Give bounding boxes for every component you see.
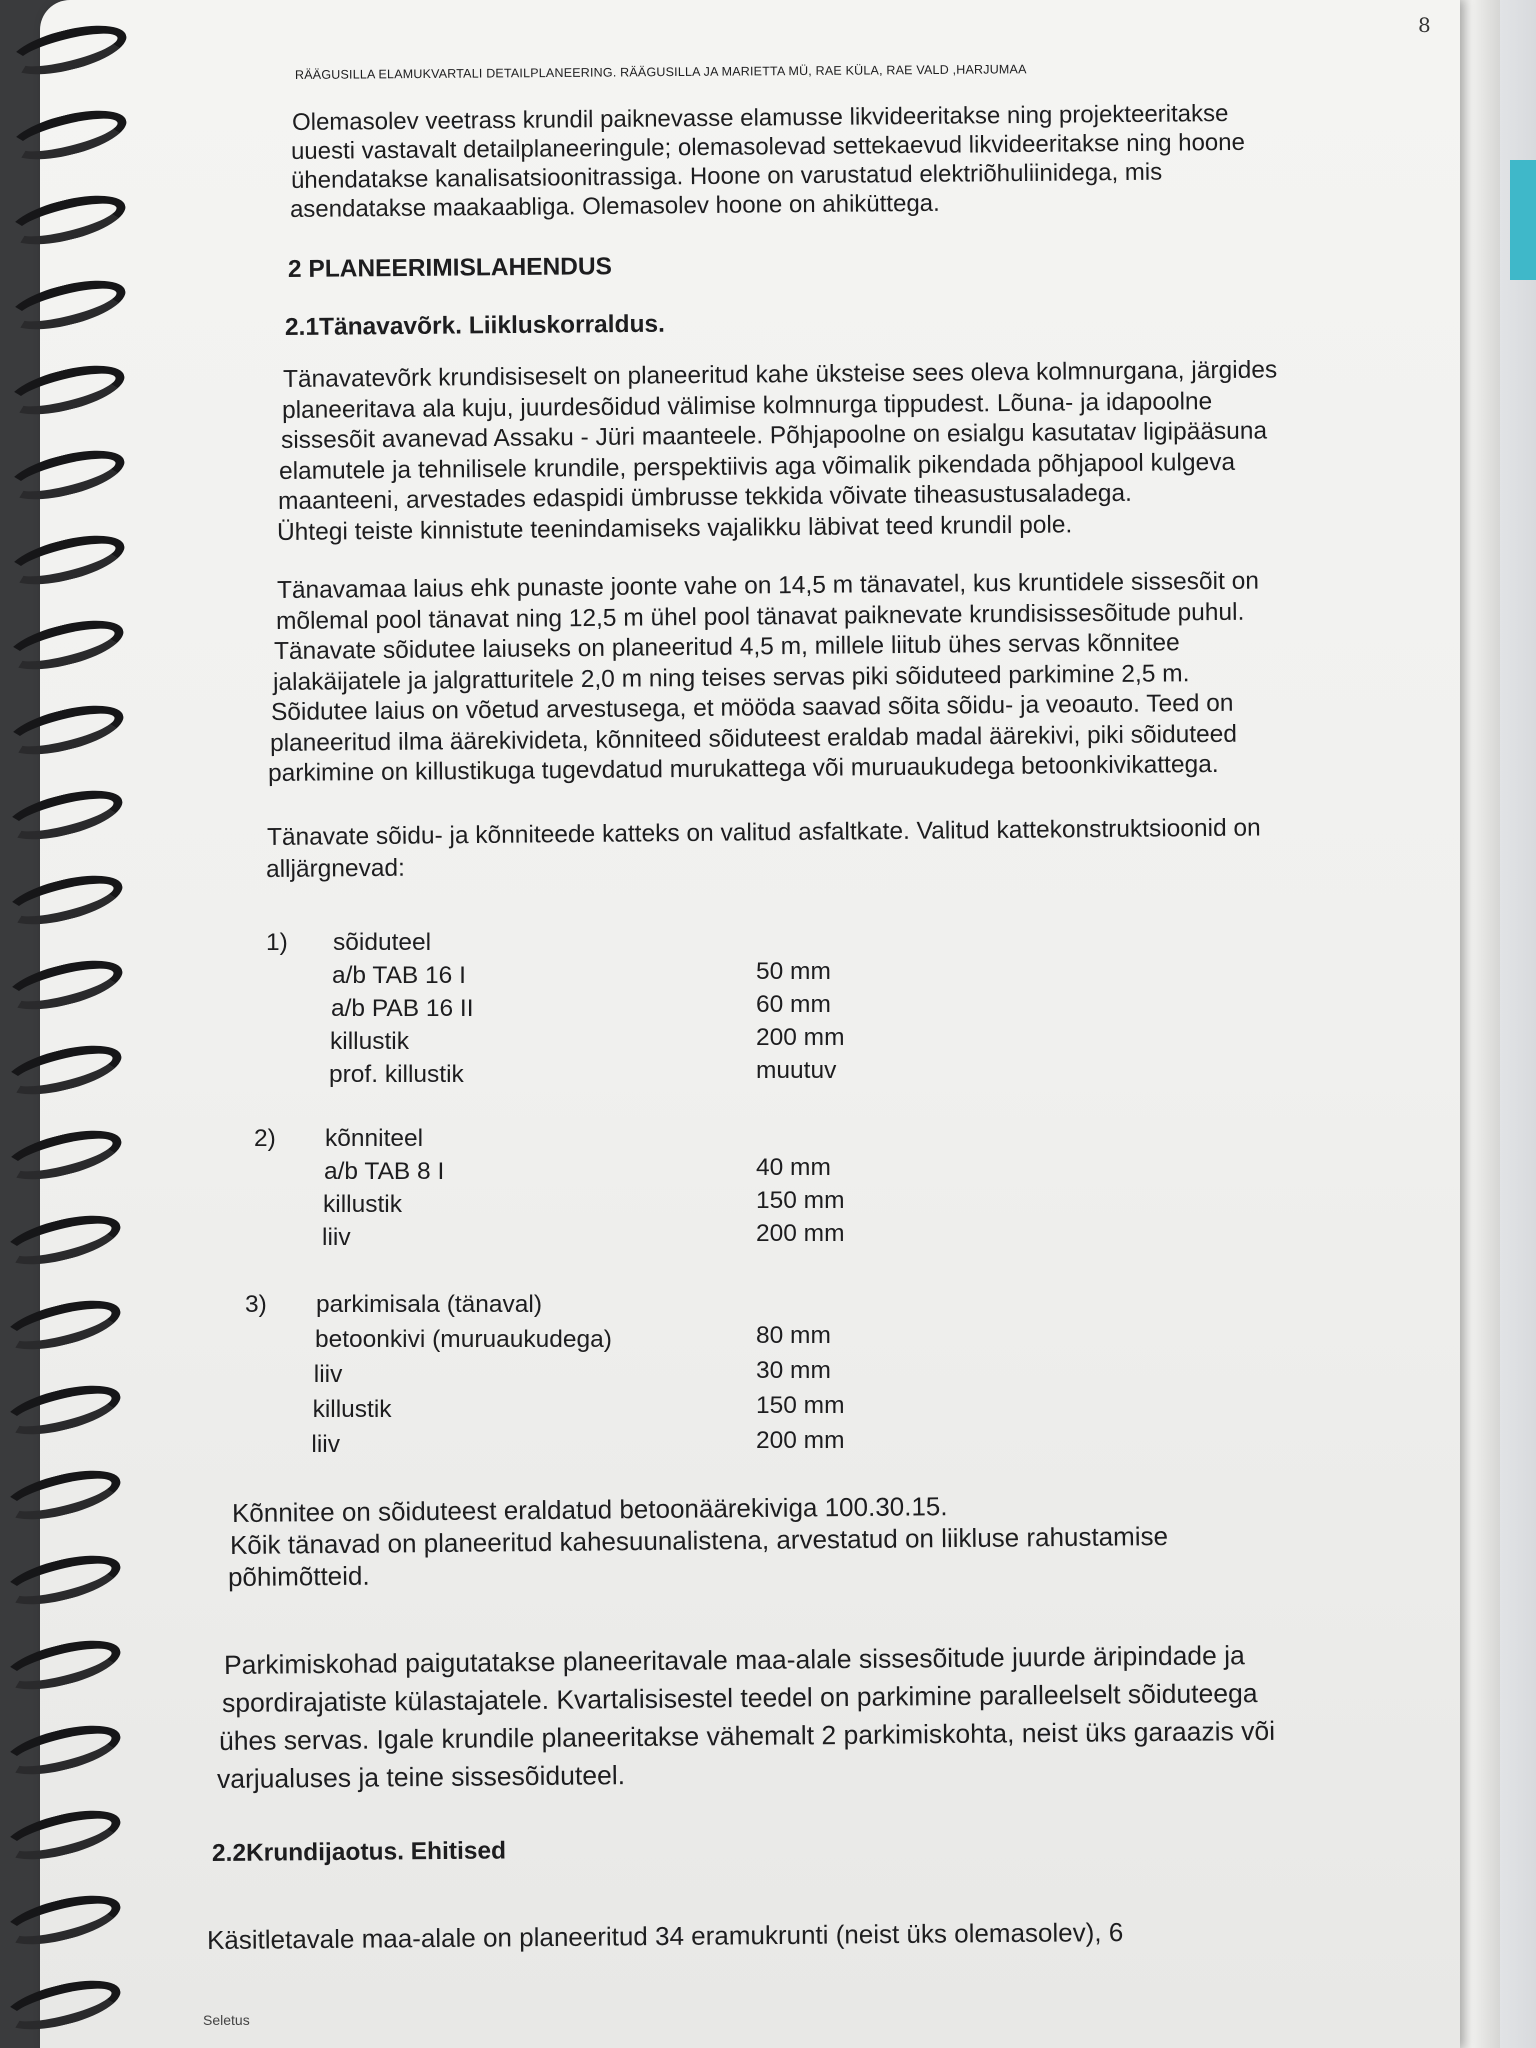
construction-number: 3) (245, 1291, 267, 1318)
parking-line: ühes servas. Igale krundile planeeritakse vähemalt 2 parkimiskohta, neist üks garaazis või (218, 1715, 1276, 1756)
layer-value: muutuv (756, 1057, 837, 1084)
intro-line: Olemasolev veetrass krundil paiknevasse elamusse likvideeritakse ning projekteeritakse (291, 100, 1229, 136)
street-network-line: elamutele ja tehnilisele krundile, perspektiivis aga võimalik pikendada põhjapool kulgeva (279, 448, 1236, 485)
layer-name: liiv (322, 1224, 351, 1251)
layer-value: 200 mm (756, 1024, 845, 1051)
curbs-line: Kõik tänavad on planeeritud kahesuunalistena, arvestatud on liikluse rahustamise (229, 1520, 1169, 1560)
layer-value: 60 mm (756, 991, 831, 1018)
street-width-line: parkimine on killustikuga tugevdatud murukattega või muruaukudega betoonkivikattega. (267, 750, 1219, 787)
street-network-line: planeeritava ala kuju, juurdesõidud välimise kolmnurga tippudest. Lõuna- ja idapoolne (281, 387, 1213, 424)
layer-name: a/b TAB 8 I (324, 1158, 445, 1185)
section-heading-2: 2 PLANEERIMISLAHENDUS (287, 253, 613, 283)
construction-number: 2) (254, 1125, 276, 1152)
construction-number: 1) (266, 929, 288, 956)
construction-title: kõnniteel (325, 1125, 424, 1152)
parking-line: spordirajatiste külastajatele. Kvartalisisestel teedel on parkimine paralleelselt sõiduteega (221, 1678, 1258, 1718)
layer-value: 150 mm (756, 1392, 845, 1419)
layer-name: killustik (330, 1028, 409, 1055)
street-network-line: sissesõit avanevad Assaku - Jüri maanteele. Põhjapoolne on esialgu kasutatav ligipääsuna (280, 417, 1267, 454)
intro-line: asendatakse maakaabliga. Olemasolev hoone on ahiküttega. (290, 189, 941, 223)
layer-name: liiv (313, 1361, 343, 1388)
construction-title: sõiduteel (333, 929, 432, 956)
street-network-line: maanteeni, arvestades edaspidi ümbrusse tekkida võivate tiheasustusaladega. (278, 479, 1133, 515)
street-width-line: mõlemal pool tänavat ning 12,5 m ühel pool tänavat paiknevate krundisissesõitude puhul. (275, 598, 1244, 635)
layer-value: 40 mm (756, 1154, 831, 1181)
surface-line: alljärgnevad: (266, 854, 406, 883)
document-footer: Seletus (203, 2012, 250, 2028)
street-width-line: Tänavate sõidutee laiuseks on planeeritud 4,5 m, millele liitub ühes servas kõnnitee (273, 629, 1180, 665)
layer-name: liiv (311, 1431, 340, 1458)
layer-value: 200 mm (756, 1220, 845, 1247)
intro-line: uuesti vastavalt detailplaneeringule; olemasolevad settekaevud likvideeritakse ning hoone (291, 128, 1246, 165)
paragraph-plots: Käsitletavale maa-alale on planeeritud 34 eramukrunti (neist üks olemasolev), 6 (206, 1917, 1124, 1955)
intro-line: ühendatakse kanalisatsioonitrassiga. Hoone on varustatud elektriõhuliinidega, mis (290, 158, 1163, 194)
street-width-line: planeeritud ilma äärekivideta, kõnniteed sõiduteest eraldab madal äärekivi, piki sõiduteed (269, 720, 1237, 757)
parking-line: varjualuses ja teine sissesõiduteel. (216, 1760, 625, 1794)
layer-name: prof. killustik (329, 1061, 464, 1088)
document-header: RÄÄGUSILLA ELAMUKVARTALI DETAILPLANEERING. RÄÄGUSILLA JA MARIETTA MÜ, RAE KÜLA, RAE VALD ,HARJUMAA (294, 62, 1027, 82)
street-network-line: Ühtegi teiste kinnistute teenindamiseks vajalikku läbivat teed krundil pole. (276, 510, 1073, 546)
curbs-line: põhimõtteid. (227, 1560, 370, 1592)
street-width-line: Tänavamaa laius ehk punaste joonte vahe on 14,5 m tänavatel, kus kruntidele sissesõit on (276, 567, 1260, 604)
curbs-line: Kõnnitee on sõiduteest eraldatud betoonäärekiviga 100.30.15. (231, 1491, 948, 1528)
layer-value: 200 mm (756, 1427, 845, 1454)
construction-title: parkimisala (tänaval) (316, 1291, 543, 1318)
page-number: 8 (1418, 13, 1431, 37)
parking-line: Parkimiskohad paigutatakse planeeritavale maa-alale sissesõitude juurde äripindade ja (223, 1640, 1245, 1680)
layer-value: 150 mm (756, 1187, 845, 1214)
layer-name: betoonkivi (muruaukudega) (315, 1326, 612, 1353)
street-width-line: jalakäijatele ja jalgratturitele 2,0 m ning teises servas piki sõiduteed parkimine 2,5 m. (272, 659, 1190, 696)
layer-name: killustik (323, 1191, 402, 1218)
surface-line: Tänavate sõidu- ja kõnniteede katteks on valitud asfaltkate. Valitud kattekonstruktsioonid on (266, 814, 1261, 851)
section-heading-2-2: 2.2Krundijaotus. Ehitised (211, 1837, 507, 1867)
layer-name: a/b PAB 16 II (331, 995, 474, 1022)
layer-name: a/b TAB 16 I (332, 962, 466, 989)
layer-value: 50 mm (756, 958, 831, 985)
section-heading-2-1: 2.1Tänavavõrk. Liikluskorraldus. (284, 310, 666, 341)
layer-value: 30 mm (756, 1357, 831, 1384)
street-network-line: Tänavatevõrk krundisiseselt on planeeritud kahe üksteise sees oleva kolmnurgana, järgides (282, 356, 1278, 393)
layer-value: 80 mm (756, 1322, 831, 1349)
street-width-line: Sõidutee laius on võetud arvestusega, et mööda saavad sõita sõidu- ja veoauto. Teed on (270, 689, 1234, 726)
layer-name: killustik (312, 1396, 392, 1423)
